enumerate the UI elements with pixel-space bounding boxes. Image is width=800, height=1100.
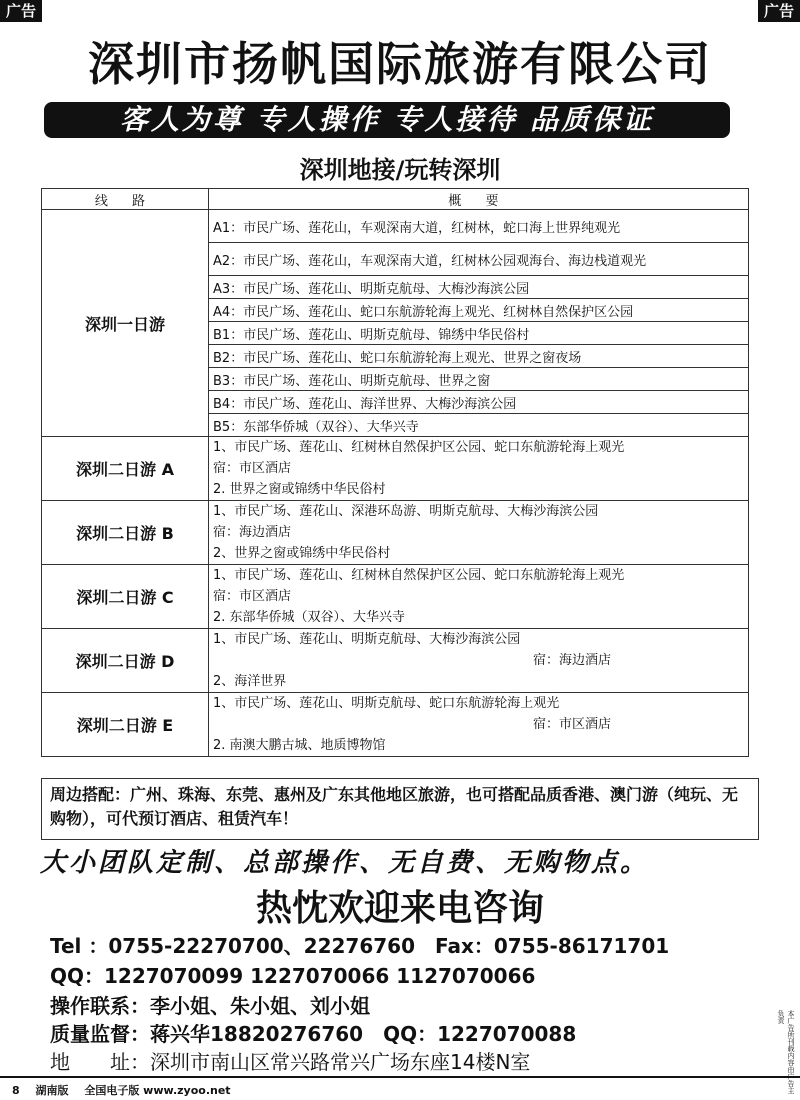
route-line: 宿：海边酒店 xyxy=(533,653,612,668)
ad-tag-right: 广告 xyxy=(758,0,800,22)
service-banner: 大小团队定制、总部操作、无自费、无购物点。 xyxy=(40,848,650,878)
slogan-banner: 客人为尊 专人操作 专人接待 品质保证 xyxy=(44,102,730,138)
route-details xyxy=(209,565,749,629)
route-details xyxy=(209,629,749,693)
company-name: 深圳市扬帆国际旅游有限公司 xyxy=(88,37,712,91)
route-line: 1、市民广场、莲花山、明斯克航母、大梅沙海滨公园 xyxy=(213,632,521,647)
route-line: 1、市民广场、莲花山、深港环岛游、明斯克航母、大梅沙海滨公园 xyxy=(213,504,599,519)
route-item: B2：市民广场、莲花山、蛇口东航游轮海上观光、世界之窗夜场 xyxy=(209,345,749,368)
route-item: B5：东部华侨城（双谷）、大华兴寺 xyxy=(209,414,749,437)
routes-table xyxy=(41,188,749,757)
route-line: 2. 世界之窗或锦绣中华民俗村 xyxy=(213,482,386,497)
route-name-one-day: 深圳一日游 xyxy=(42,210,209,437)
route-name-two-day: 深圳二日游 C xyxy=(42,565,209,629)
route-line: 宿：市区酒店 xyxy=(213,589,292,604)
operations-contact: 操作联系：李小姐、朱小姐、刘小姐 xyxy=(50,994,370,1018)
route-line: 1、市民广场、莲花山、红树林自然保护区公园、蛇口东航游轮海上观光 xyxy=(213,440,625,455)
network-site: 全国电子版 www.zyoo.net xyxy=(84,1084,231,1097)
header-summary: 概 要 xyxy=(209,189,749,210)
route-details xyxy=(209,501,749,565)
route-line: 宿：海边酒店 xyxy=(213,525,292,540)
edition: 湖南版 xyxy=(35,1084,69,1097)
route-details xyxy=(209,693,749,757)
qq-numbers: QQ：1227070099 1227070066 1127070066 xyxy=(50,964,536,988)
route-item: B4：市民广场、莲花山、海洋世界、大梅沙海滨公园 xyxy=(209,391,749,414)
route-item: A1：市民广场、莲花山，车观深南大道，红树林，蛇口海上世界纯观光 xyxy=(209,210,749,243)
section-title: 深圳地接/玩转深圳 xyxy=(299,156,501,184)
route-line: 2. 东部华侨城（双谷）、大华兴寺 xyxy=(213,610,406,625)
route-item: A3：市民广场、莲花山、明斯克航母、大梅沙海滨公园 xyxy=(209,276,749,299)
page-number: 8 xyxy=(12,1084,20,1097)
quality-supervision: 质量监督：蒋兴华18820276760 QQ：1227070088 xyxy=(50,1022,577,1046)
hotline-title: 热忱欢迎来电咨询 xyxy=(255,888,544,929)
route-line: 2、海洋世界 xyxy=(213,674,287,689)
nearby-note: 周边搭配：广州、珠海、东莞、惠州及广东其他地区旅游，也可搭配品质香港、澳门游（纯玩、无购物），可代预订酒店、租赁汽车！ xyxy=(41,778,759,840)
route-line: 宿：市区酒店 xyxy=(213,461,292,476)
address: 地 址：深圳市南山区常兴路常兴广场东座14楼N室 xyxy=(50,1050,531,1074)
route-item: A4：市民广场、莲花山、蛇口东航游轮海上观光、红树林自然保护区公园 xyxy=(209,299,749,322)
tel-fax: Tel ：0755-22270700、22276760 Fax：0755-86171701 xyxy=(50,934,670,958)
side-print: 本广告所刊载内容由广告主负责 xyxy=(777,1010,795,1094)
route-item: B1：市民广场、莲花山、明斯克航母、锦绣中华民俗村 xyxy=(209,322,749,345)
route-line: 宿：市区酒店 xyxy=(533,717,612,732)
route-name-two-day: 深圳二日游 B xyxy=(42,501,209,565)
route-line: 2. 南澳大鹏古城、地质博物馆 xyxy=(213,738,386,753)
route-name-two-day: 深圳二日游 D xyxy=(42,629,209,693)
route-item: B3：市民广场、莲花山、明斯克航母、世界之窗 xyxy=(209,368,749,391)
route-line: 1、市民广场、莲花山、红树林自然保护区公园、蛇口东航游轮海上观光 xyxy=(213,568,625,583)
ad-tag-left: 广告 xyxy=(0,0,42,22)
header-route: 线 路 xyxy=(42,189,209,210)
route-item: A2：市民广场、莲花山，车观深南大道，红树林公园观海台、海边栈道观光 xyxy=(209,243,749,276)
route-name-two-day: 深圳二日游 E xyxy=(42,693,209,757)
route-line: 2、世界之窗或锦绣中华民俗村 xyxy=(213,546,391,561)
route-details xyxy=(209,437,749,501)
route-name-two-day: 深圳二日游 A xyxy=(42,437,209,501)
route-line: 1、市民广场、莲花山、明斯克航母、蛇口东航游轮海上观光 xyxy=(213,696,560,711)
footer xyxy=(0,1076,800,1098)
